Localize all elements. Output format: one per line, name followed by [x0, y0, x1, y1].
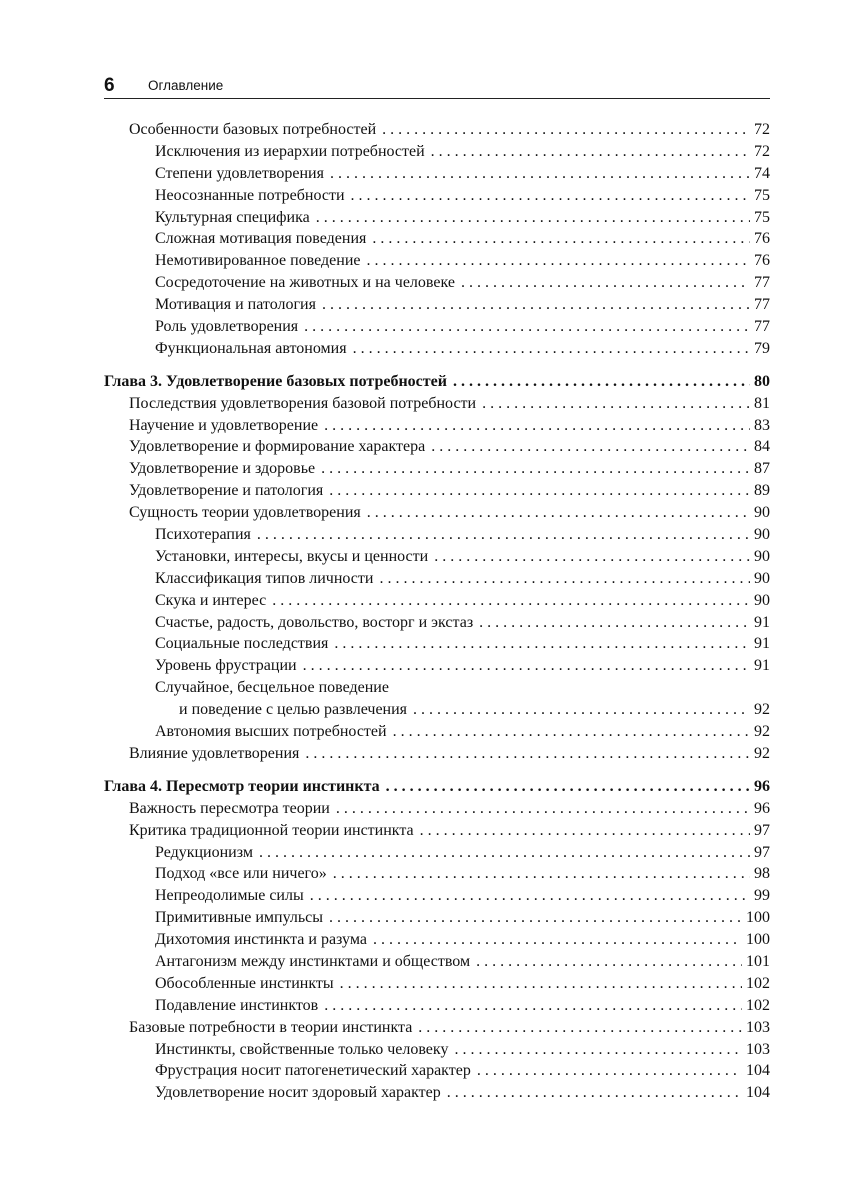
toc-entry-page: 76	[754, 252, 770, 270]
toc-entry-title: и поведение с целью развлечения	[179, 701, 408, 719]
dot-leader	[373, 929, 742, 951]
dot-leader	[420, 820, 750, 842]
dot-leader	[386, 776, 750, 798]
toc-entry-title: Счастье, радость, довольство, восторг и экстаз	[155, 613, 474, 631]
dot-leader	[431, 141, 750, 163]
toc-entry-page: 97	[754, 843, 770, 861]
toc-entry	[104, 1039, 770, 1061]
dot-leader	[413, 699, 750, 721]
dot-leader	[393, 721, 750, 743]
dot-leader	[310, 885, 750, 907]
toc-entry	[104, 798, 770, 820]
dot-leader	[259, 842, 750, 864]
toc-entry	[104, 655, 770, 677]
toc-entry	[104, 721, 770, 743]
toc-entry-page: 103	[746, 1018, 770, 1036]
toc-entry-page: 92	[754, 744, 770, 762]
dot-leader	[353, 338, 750, 360]
running-title: Оглавление	[148, 78, 224, 93]
toc-entry-title: Глава 4. Пересмотр теории инстинкта	[104, 777, 380, 795]
toc-entry-title: Культурная специфика	[155, 208, 310, 226]
toc-entry-page: 90	[754, 591, 770, 609]
dot-leader	[303, 655, 750, 677]
toc-entry-page: 102	[746, 974, 770, 992]
toc-entry-title: Инстинкты, свойственные только человеку	[155, 1040, 449, 1058]
dot-leader	[379, 568, 750, 590]
toc-entry-page: 90	[754, 569, 770, 587]
toc-entry	[104, 207, 770, 229]
dot-leader	[340, 973, 742, 995]
toc-entry-title: Критика традиционной теории инстинкта	[129, 821, 414, 839]
toc-entry-page: 72	[754, 142, 770, 160]
toc-entry-page: 103	[746, 1040, 770, 1058]
toc-entry	[104, 163, 770, 185]
toc-entry-page: 74	[754, 164, 770, 182]
toc-entry	[104, 1060, 770, 1082]
toc-entry-title: Редукционизм	[155, 843, 253, 861]
toc-entry	[104, 119, 770, 141]
toc-entry	[104, 820, 770, 842]
toc-entry-title: Сущность теории удовлетворения	[129, 504, 361, 522]
toc-entry-title: Антагонизм между инстинктами и обществом	[155, 952, 471, 970]
running-header	[104, 76, 770, 99]
toc-entry-page: 90	[754, 504, 770, 522]
dot-leader	[329, 907, 742, 929]
dot-leader	[336, 798, 750, 820]
toc-entry-title: Установки, интересы, вкусы и ценности	[155, 547, 429, 565]
toc-entry-title: Неосознанные потребности	[155, 186, 345, 204]
toc-entry-title: Глава 3. Удовлетворение базовых потребностей	[104, 372, 447, 390]
toc-entry-title: Удовлетворение носит здоровый характер	[155, 1084, 441, 1102]
dot-leader	[367, 250, 751, 272]
toc-entry	[104, 590, 770, 612]
toc-entry-page: 76	[754, 230, 770, 248]
toc-entry-page: 89	[754, 482, 770, 500]
toc-entry-title: Влияние удовлетворения	[129, 744, 300, 762]
toc-entry-page: 77	[754, 296, 770, 314]
toc-entry-title: Автономия высших потребностей	[155, 723, 387, 741]
toc-entry-title: Скука и интерес	[155, 591, 267, 609]
toc-entry-title: Последствия удовлетворения базовой потребности	[129, 394, 477, 412]
dot-leader	[316, 207, 750, 229]
toc-entry	[104, 612, 770, 634]
toc-entry	[104, 250, 770, 272]
toc-entry-title: Уровень фрустрации	[155, 657, 297, 675]
toc-entry-page: 92	[754, 701, 770, 719]
dot-leader	[321, 458, 750, 480]
toc-entry-page: 90	[754, 526, 770, 544]
toc-entry-page: 98	[754, 865, 770, 883]
toc-entry-page: 100	[746, 931, 770, 949]
toc-entry-page: 92	[754, 723, 770, 741]
dot-leader	[304, 316, 750, 338]
dot-leader	[305, 743, 750, 765]
toc-entry	[104, 546, 770, 568]
toc-entry	[104, 699, 770, 721]
toc-chapter-entry	[104, 371, 770, 393]
toc-entry-title: Удовлетворение и патология	[129, 482, 324, 500]
dot-leader	[367, 502, 750, 524]
toc-entry-title: Классификация типов личности	[155, 569, 374, 587]
dot-leader	[418, 1017, 742, 1039]
dot-leader	[272, 590, 750, 612]
toc-entry-page: 104	[746, 1062, 770, 1080]
toc-entry	[104, 338, 770, 360]
toc-entry	[104, 863, 770, 885]
toc-entry-title: Степени удовлетворения	[155, 164, 324, 182]
dot-leader	[330, 163, 750, 185]
dot-leader	[476, 951, 742, 973]
toc-entry-title: Научение и удовлетворение	[129, 416, 319, 434]
toc-entry	[104, 294, 770, 316]
toc-entry	[104, 316, 770, 338]
toc-entry	[104, 885, 770, 907]
toc-entry-title: Базовые потребности в теории инстинкта	[129, 1018, 413, 1036]
toc-entry	[104, 929, 770, 951]
page-number: 6	[104, 75, 115, 96]
dot-leader	[453, 371, 750, 393]
toc-entry	[104, 141, 770, 163]
toc-entry-page: 72	[754, 121, 770, 138]
toc-entry-title: Психотерапия	[155, 526, 251, 544]
toc-entry-page: 101	[746, 952, 770, 970]
dot-leader	[434, 546, 750, 568]
toc-entry	[104, 907, 770, 929]
toc-entry-title: Примитивные импульсы	[155, 909, 324, 927]
dot-leader	[324, 995, 742, 1017]
toc-entry-page: 79	[754, 339, 770, 357]
dot-leader	[334, 633, 750, 655]
toc-entry	[104, 458, 770, 480]
table-of-contents	[104, 119, 770, 1104]
toc-entry	[104, 502, 770, 524]
toc-entry	[104, 1082, 770, 1104]
toc-entry	[104, 228, 770, 250]
toc-entry-page: 80	[754, 372, 770, 390]
dot-leader	[351, 185, 750, 207]
toc-entry	[104, 677, 770, 699]
dot-leader	[431, 436, 750, 458]
toc-entry-title: Непреодолимые силы	[155, 887, 304, 905]
toc-entry-title: Роль удовлетворения	[155, 318, 299, 336]
dot-leader	[477, 1060, 742, 1082]
toc-entry-title: Важность пересмотра теории	[129, 799, 330, 817]
toc-entry	[104, 415, 770, 437]
dot-leader	[447, 1082, 742, 1104]
toc-entry-title: Подавление инстинктов	[155, 996, 319, 1014]
toc-entry-page: 104	[746, 1084, 770, 1102]
toc-entry	[104, 393, 770, 415]
toc-entry-title: Случайное, бесцельное поведение	[155, 679, 389, 697]
toc-entry-title: Особенности базовых потребностей	[129, 121, 377, 138]
dot-leader	[322, 294, 750, 316]
toc-entry	[104, 995, 770, 1017]
toc-entry-page: 84	[754, 438, 770, 456]
toc-entry-page: 96	[754, 777, 770, 795]
toc-entry	[104, 272, 770, 294]
toc-entry-page: 96	[754, 799, 770, 817]
toc-entry-page: 91	[754, 635, 770, 653]
toc-entry-page: 90	[754, 547, 770, 565]
toc-entry-page: 77	[754, 318, 770, 336]
dot-leader	[461, 272, 750, 294]
toc-entry-title: Социальные последствия	[155, 635, 329, 653]
toc-entry-title: Мотивация и патология	[155, 296, 316, 314]
dot-leader	[479, 612, 750, 634]
toc-entry-title: Удовлетворение и формирование характера	[129, 438, 426, 456]
toc-entry	[104, 480, 770, 502]
toc-entry	[104, 743, 770, 765]
toc-entry-title: Подход «все или ничего»	[155, 865, 327, 883]
toc-entry-page: 97	[754, 821, 770, 839]
toc-entry-page: 77	[754, 274, 770, 292]
toc-entry	[104, 524, 770, 546]
toc-entry-page: 91	[754, 613, 770, 631]
toc-entry-title: Дихотомия инстинкта и разума	[155, 931, 367, 949]
dot-leader	[454, 1039, 742, 1061]
toc-entry	[104, 568, 770, 590]
toc-entry-title: Исключения из иерархии потребностей	[155, 142, 425, 160]
toc-entry-page: 87	[754, 460, 770, 478]
toc-entry	[104, 436, 770, 458]
dot-leader	[482, 393, 750, 415]
toc-entry-title: Функциональная автономия	[155, 339, 347, 357]
toc-entry	[104, 951, 770, 973]
toc-entry	[104, 842, 770, 864]
dot-leader	[333, 863, 750, 885]
toc-entry	[104, 633, 770, 655]
toc-chapter-entry	[104, 776, 770, 798]
toc-entry-page: 102	[746, 996, 770, 1014]
toc-entry-title: Фрустрация носит патогенетический характер	[155, 1062, 471, 1080]
dot-leader	[372, 228, 750, 250]
toc-entry-page: 100	[746, 909, 770, 927]
toc-entry-title: Удовлетворение и здоровье	[129, 460, 316, 478]
toc-entry-title: Сложная мотивация поведения	[155, 230, 367, 248]
toc-entry-page: 91	[754, 657, 770, 675]
dot-leader	[329, 480, 750, 502]
toc-entry	[104, 185, 770, 207]
toc-entry-page: 83	[754, 416, 770, 434]
toc-entry	[104, 1017, 770, 1039]
toc-entry-title: Сосредоточение на животных и на человеке	[155, 274, 455, 292]
toc-entry-page: 75	[754, 208, 770, 226]
toc-entry-page: 75	[754, 186, 770, 204]
toc-entry-page: 81	[754, 394, 770, 412]
dot-leader	[324, 415, 750, 437]
dot-leader	[382, 119, 750, 141]
dot-leader	[257, 524, 750, 546]
toc-entry-title: Немотивированное поведение	[155, 252, 361, 270]
toc-entry-title: Обособленные инстинкты	[155, 974, 334, 992]
toc-entry-page: 99	[754, 887, 770, 905]
toc-entry	[104, 973, 770, 995]
